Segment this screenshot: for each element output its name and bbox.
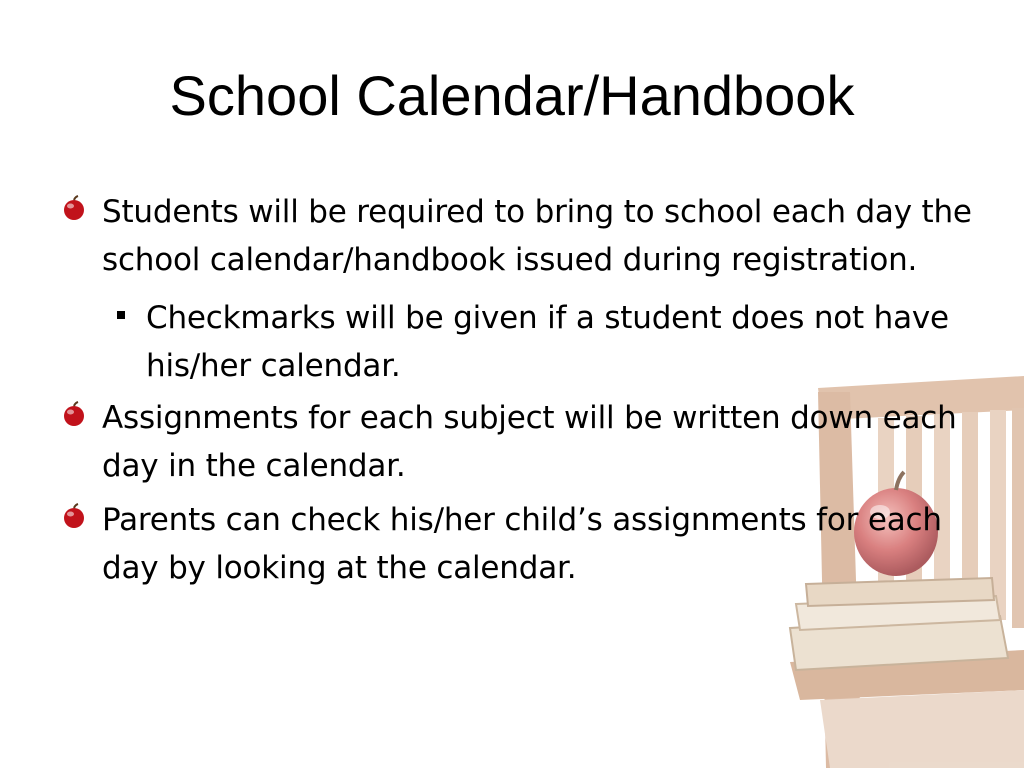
sub-bullet-text: Checkmarks will be given if a student does not have his/her calendar.	[146, 300, 949, 384]
bullet-list	[62, 188, 972, 598]
apple-icon	[62, 503, 86, 529]
bullet-item	[62, 496, 972, 592]
bullet-text: Students will be required to bring to school each day the school calendar/handbook issued during registration.	[102, 194, 972, 278]
square-bullet-icon	[117, 311, 125, 319]
bullet-item	[62, 188, 972, 284]
sub-bullet-item	[62, 294, 972, 390]
bullet-text: Assignments for each subject will be written down each day in the calendar.	[102, 400, 957, 484]
bullet-text: Parents can check his/her child’s assignments for each day by looking at the calendar.	[102, 502, 942, 586]
apple-icon	[62, 401, 86, 427]
apple-icon	[62, 195, 86, 221]
bullet-item	[62, 394, 972, 490]
slide-title: School Calendar/Handbook	[169, 64, 855, 127]
